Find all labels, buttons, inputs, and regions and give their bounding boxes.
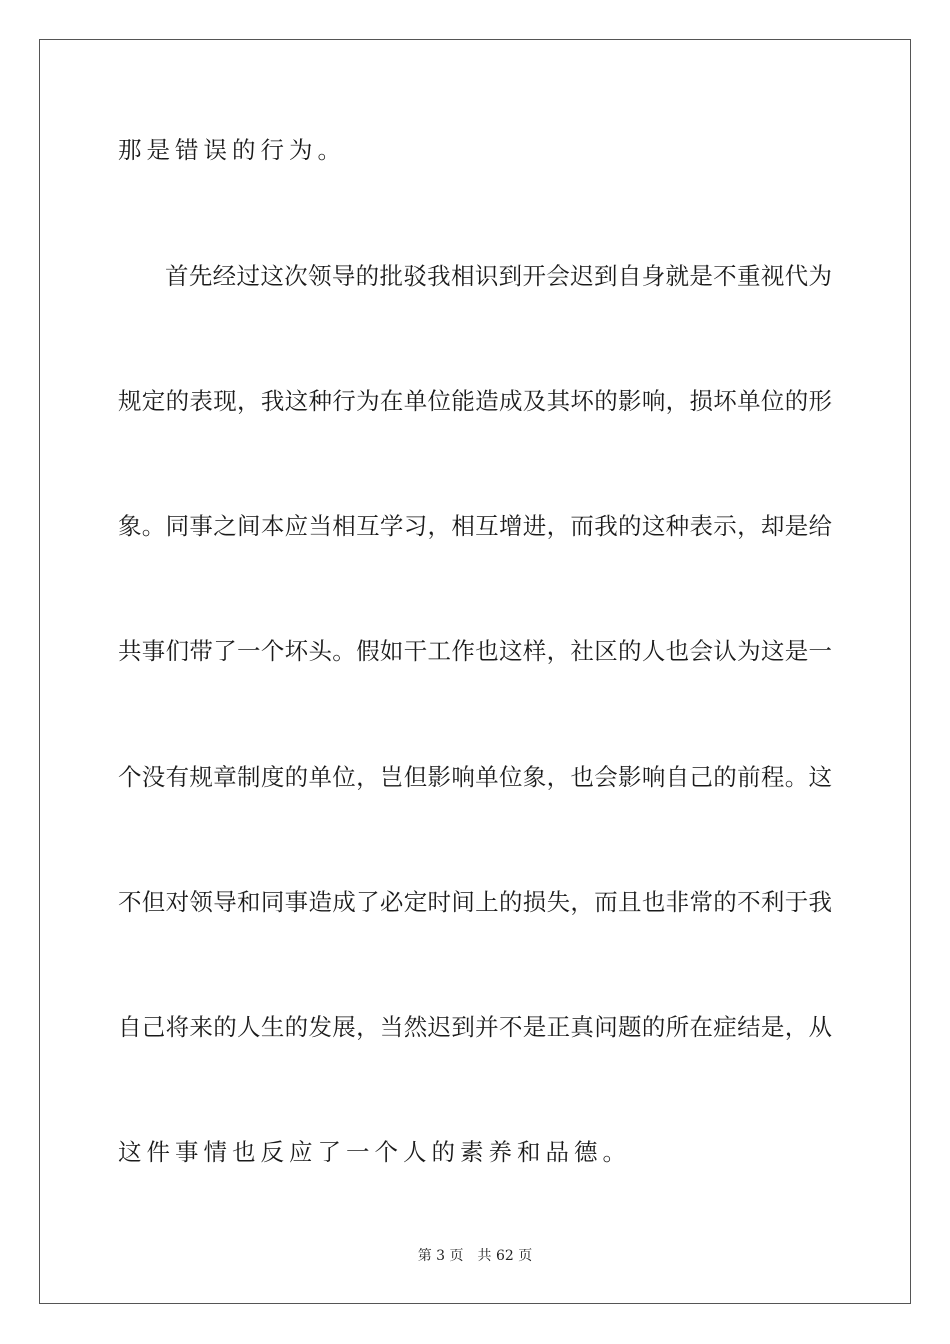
- text-line-7: 不但对领导和同事造成了必定时间上的损失，而且也非常的不利于我: [118, 888, 832, 916]
- page-footer: [0, 1247, 950, 1265]
- page-border: [39, 39, 911, 1304]
- text-line-1: 那是错误的行为。: [118, 136, 346, 164]
- text-line-3: 规定的表现，我这种行为在单位能造成及其坏的影响，损坏单位的形: [118, 387, 832, 415]
- total-pages: 共 62 页: [477, 1248, 533, 1264]
- text-line-8: 自己将来的人生的发展，当然迟到并不是正真问题的所在症结是，从: [118, 1013, 832, 1041]
- text-line-2: 首先经过这次领导的批驳我相识到开会迟到自身就是不重视代为: [165, 262, 832, 290]
- text-line-4: 象。同事之间本应当相互学习，相互增进，而我的这种表示，却是给: [118, 512, 832, 540]
- text-line-9: 这件事情也反应了一个人的素养和品德。: [118, 1138, 631, 1166]
- text-line-5: 共事们带了一个坏头。假如干工作也这样，社区的人也会认为这是一: [118, 637, 832, 665]
- text-line-6: 个没有规章制度的单位，岂但影响单位象，也会影响自己的前程。这: [118, 763, 832, 791]
- page-number: 第 3 页: [417, 1248, 464, 1264]
